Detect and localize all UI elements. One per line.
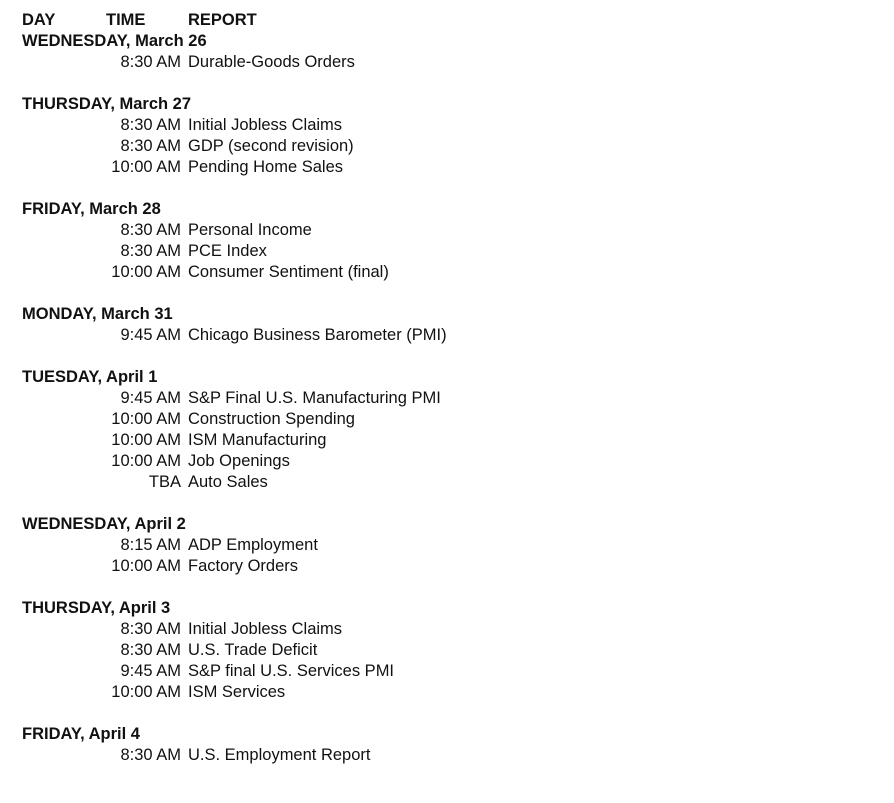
schedule-list bbox=[22, 31, 894, 766]
entry-report: S&P final U.S. Services PMI bbox=[188, 662, 395, 680]
entry-time: 8:30 AM bbox=[120, 116, 181, 134]
entry-report: ISM Manufacturing bbox=[188, 431, 327, 449]
entry-time: 10:00 AM bbox=[111, 410, 181, 428]
entry-report: GDP (second revision) bbox=[188, 137, 354, 155]
report-entry bbox=[22, 472, 894, 493]
report-entry bbox=[22, 556, 894, 577]
entry-time: 8:30 AM bbox=[120, 641, 181, 659]
time-column-header: TIME bbox=[106, 11, 169, 29]
report-entry bbox=[22, 451, 894, 472]
day-block bbox=[22, 724, 894, 766]
report-entry bbox=[22, 745, 894, 766]
report-entry bbox=[22, 640, 894, 661]
entry-report: Initial Jobless Claims bbox=[188, 116, 343, 134]
entry-time: 9:45 AM bbox=[120, 326, 181, 344]
entry-report: ISM Services bbox=[188, 683, 286, 701]
entry-time: 9:45 AM bbox=[120, 662, 181, 680]
day-title: FRIDAY, April 4 bbox=[22, 725, 140, 743]
report-entry bbox=[22, 409, 894, 430]
entry-time: 9:45 AM bbox=[120, 389, 181, 407]
report-entry bbox=[22, 388, 894, 409]
day-column-header: DAY bbox=[22, 11, 83, 29]
entry-report: PCE Index bbox=[188, 242, 267, 260]
day-block bbox=[22, 367, 894, 493]
entry-report: ADP Employment bbox=[188, 536, 318, 554]
entry-report: Job Openings bbox=[188, 452, 290, 470]
report-column-header: REPORT bbox=[188, 11, 257, 29]
day-title: THURSDAY, March 27 bbox=[22, 95, 192, 113]
report-entry bbox=[22, 430, 894, 451]
report-entry bbox=[22, 220, 894, 241]
day-block bbox=[22, 304, 894, 346]
day-title: WEDNESDAY, March 26 bbox=[22, 32, 207, 50]
entry-report: Construction Spending bbox=[188, 410, 355, 428]
report-entry bbox=[22, 241, 894, 262]
report-entry bbox=[22, 52, 894, 73]
entry-report: S&P Final U.S. Manufacturing PMI bbox=[188, 389, 441, 407]
day-block bbox=[22, 514, 894, 577]
entry-time: 10:00 AM bbox=[111, 557, 181, 575]
report-entry bbox=[22, 535, 894, 556]
entry-time: 8:30 AM bbox=[120, 53, 181, 71]
entry-time: 10:00 AM bbox=[111, 431, 181, 449]
day-title: TUESDAY, April 1 bbox=[22, 368, 158, 386]
entry-time: 10:00 AM bbox=[111, 158, 181, 176]
entry-time: 10:00 AM bbox=[111, 263, 181, 281]
entry-report: Chicago Business Barometer (PMI) bbox=[188, 326, 447, 344]
entry-report: Consumer Sentiment (final) bbox=[188, 263, 389, 281]
day-block bbox=[22, 94, 894, 178]
entry-report: U.S. Employment Report bbox=[188, 746, 371, 764]
entry-report: U.S. Trade Deficit bbox=[188, 641, 318, 659]
day-title: THURSDAY, April 3 bbox=[22, 599, 171, 617]
entry-report: Durable-Goods Orders bbox=[188, 53, 355, 71]
entry-time: TBA bbox=[148, 473, 181, 491]
entry-report: Personal Income bbox=[188, 221, 312, 239]
report-entry bbox=[22, 682, 894, 703]
entry-time: 8:30 AM bbox=[120, 242, 181, 260]
report-entry bbox=[22, 262, 894, 283]
entry-time: 8:30 AM bbox=[120, 137, 181, 155]
report-entry bbox=[22, 619, 894, 640]
day-title: WEDNESDAY, April 2 bbox=[22, 515, 186, 533]
day-block bbox=[22, 199, 894, 283]
entry-time: 8:30 AM bbox=[120, 620, 181, 638]
entry-time: 8:30 AM bbox=[120, 221, 181, 239]
column-header-row bbox=[22, 10, 894, 31]
day-block bbox=[22, 31, 894, 73]
report-entry bbox=[22, 325, 894, 346]
day-block bbox=[22, 598, 894, 703]
report-entry bbox=[22, 136, 894, 157]
day-title: MONDAY, March 31 bbox=[22, 305, 173, 323]
entry-report: Factory Orders bbox=[188, 557, 299, 575]
report-entry bbox=[22, 115, 894, 136]
report-entry bbox=[22, 157, 894, 178]
report-entry bbox=[22, 661, 894, 682]
entry-report: Auto Sales bbox=[188, 473, 268, 491]
entry-report: Initial Jobless Claims bbox=[188, 620, 343, 638]
entry-time: 8:15 AM bbox=[120, 536, 181, 554]
entry-report: Pending Home Sales bbox=[188, 158, 344, 176]
entry-time: 8:30 AM bbox=[120, 746, 181, 764]
entry-time: 10:00 AM bbox=[111, 683, 181, 701]
day-title: FRIDAY, March 28 bbox=[22, 200, 161, 218]
entry-time: 10:00 AM bbox=[111, 452, 181, 470]
